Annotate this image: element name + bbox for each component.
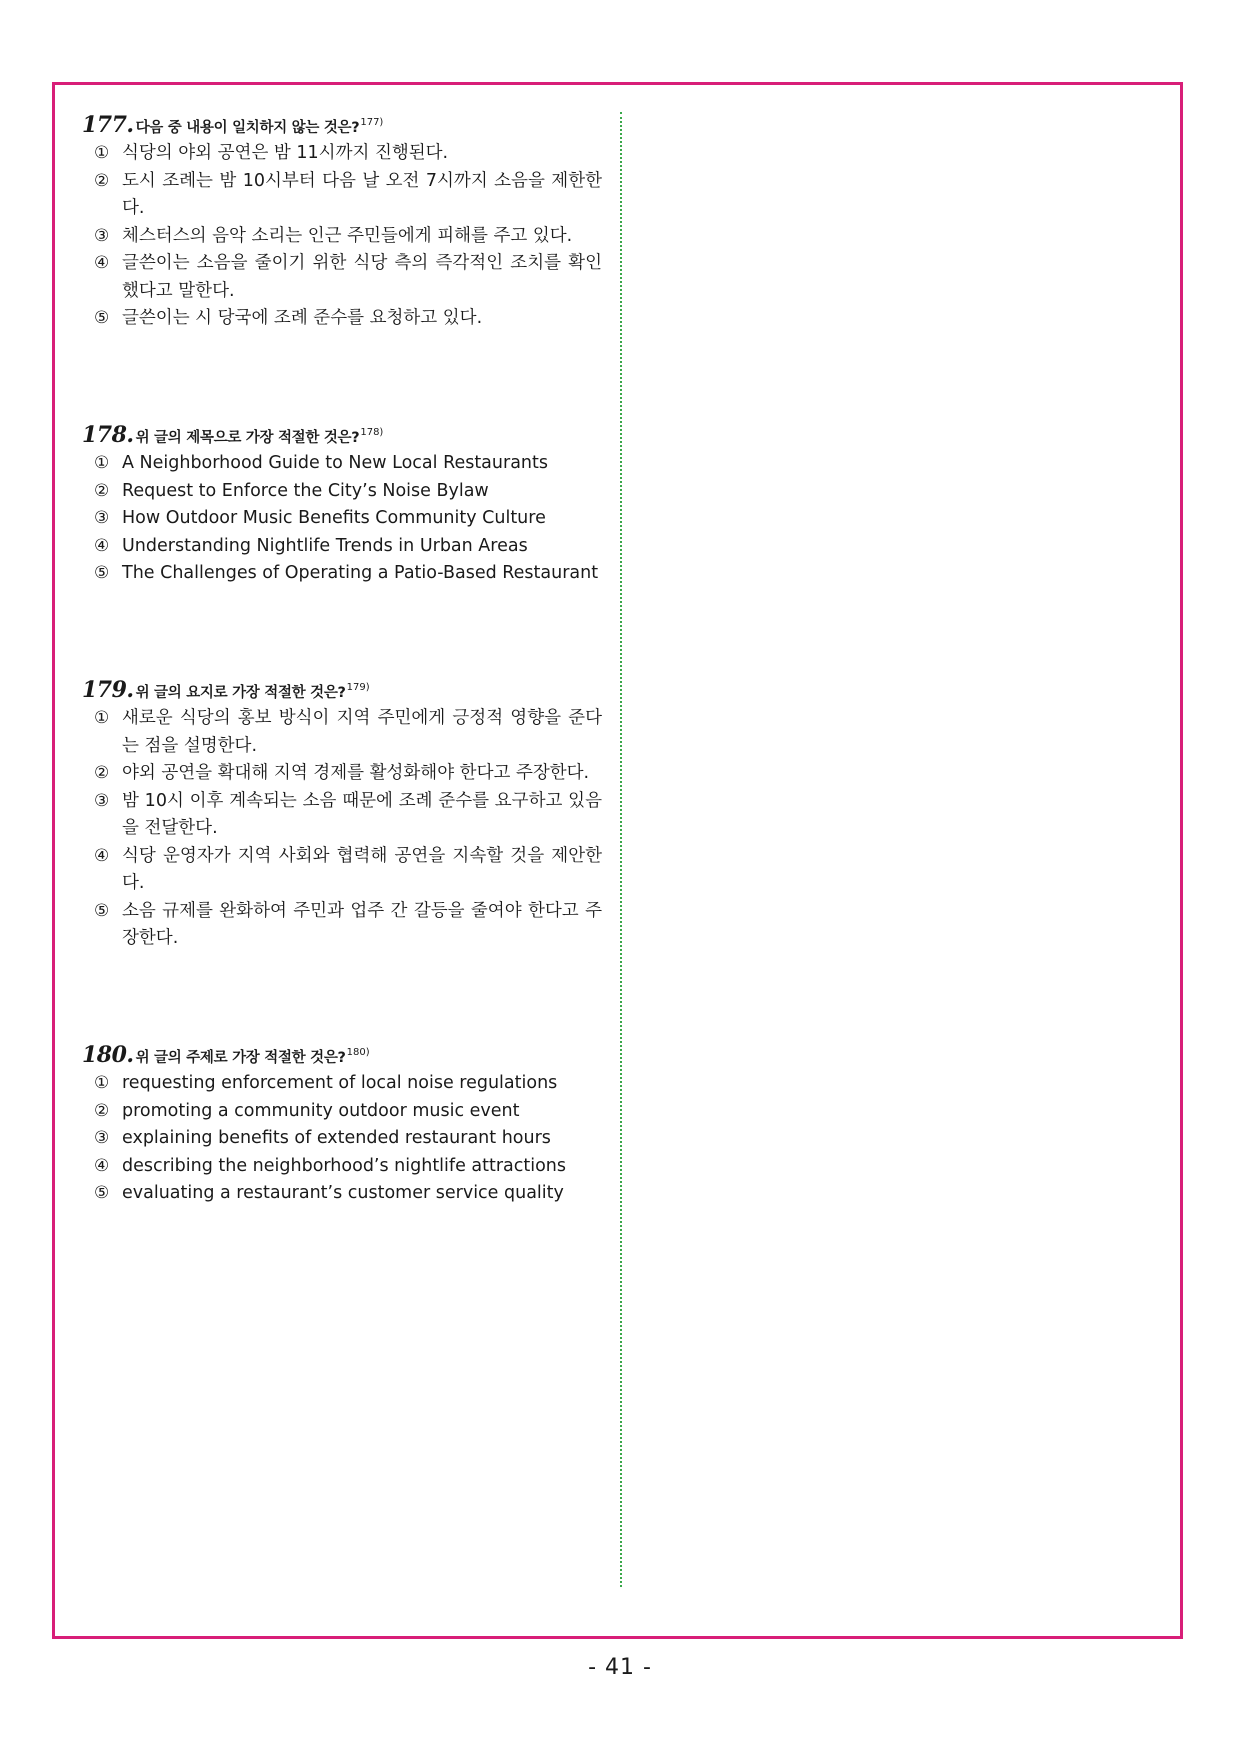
option-2[interactable] (82, 760, 604, 788)
option-text: How Outdoor Music Benefits Community Culture (122, 508, 546, 528)
option-3[interactable] (82, 1125, 604, 1153)
option-text: Understanding Nightlife Trends in Urban Areas (122, 535, 528, 556)
option-marker: ④ (94, 1155, 110, 1176)
option-5[interactable] (82, 1180, 604, 1208)
question-footnote-ref: 178) (360, 427, 384, 438)
option-marker: ① (94, 143, 110, 163)
option-4[interactable] (82, 250, 604, 305)
option-list (82, 1070, 604, 1208)
option-marker: ③ (94, 508, 110, 528)
question-178 (82, 422, 604, 588)
option-2[interactable] (82, 478, 604, 506)
option-text: 글쓴이는 소음을 줄이기 위한 식당 측의 즉각적인 조치를 확인했다고 말한다. (122, 253, 602, 301)
option-text: 글쓴이는 시 당국에 조례 준수를 요청하고 있다. (122, 308, 483, 328)
question-180 (82, 1042, 604, 1208)
option-marker: ④ (94, 845, 110, 866)
option-text: describing the neighborhood’s nightlife attractions (122, 1155, 567, 1176)
option-marker: ④ (94, 535, 110, 556)
option-5[interactable] (82, 560, 604, 588)
option-marker: ② (94, 480, 110, 501)
option-1[interactable] (82, 450, 604, 478)
option-2[interactable] (82, 1098, 604, 1126)
option-marker: ④ (94, 253, 110, 273)
question-prompt: 다음 중 내용이 일치하지 않는 것은? (135, 120, 360, 136)
option-4[interactable] (82, 843, 604, 898)
option-3[interactable] (82, 223, 604, 251)
option-text: 식당 운영자가 지역 사회와 협력해 공연을 지속할 것을 제안한다. (122, 845, 602, 893)
option-1[interactable] (82, 705, 604, 760)
option-5[interactable] (82, 898, 604, 953)
option-text: 체스터스의 음악 소리는 인근 주민들에게 피해를 주고 있다. (122, 225, 573, 246)
option-text: explaining benefits of extended restaurant hours (122, 1128, 551, 1148)
question-footnote-ref: 177) (360, 117, 384, 128)
option-marker: ⑤ (94, 1183, 110, 1203)
page-number: - 41 - (588, 1655, 652, 1680)
option-marker: ① (94, 708, 110, 728)
option-marker: ① (94, 453, 110, 473)
option-marker: ② (94, 170, 110, 191)
option-text: promoting a community outdoor music event (122, 1100, 520, 1121)
option-1[interactable] (82, 1070, 604, 1098)
option-marker: ③ (94, 1128, 110, 1148)
question-prompt: 위 글의 주제로 가장 적절한 것은? (135, 1050, 346, 1066)
question-header (82, 422, 604, 446)
option-marker: ① (94, 1073, 110, 1093)
option-marker: ③ (94, 225, 110, 246)
question-179 (82, 677, 604, 953)
option-marker: ② (94, 763, 110, 783)
question-number: 180. (82, 1042, 134, 1068)
option-text: 야외 공연을 확대해 지역 경제를 활성화해야 한다고 주장한다. (122, 763, 590, 783)
question-177 (82, 112, 604, 333)
option-4[interactable] (82, 1153, 604, 1181)
option-text: Request to Enforce the City’s Noise Bylaw (122, 480, 489, 501)
option-list (82, 705, 604, 953)
option-marker: ③ (94, 790, 110, 811)
option-text: The Challenges of Operating a Patio-Based Restaurant (122, 563, 599, 583)
option-text: 새로운 식당의 홍보 방식이 지역 주민에게 긍정적 영향을 준다는 점을 설명한다. (122, 708, 602, 756)
question-number: 179. (82, 677, 134, 703)
question-footnote-ref: 179) (346, 682, 370, 693)
option-5[interactable] (82, 305, 604, 333)
column-divider (620, 112, 622, 1587)
question-number: 177. (82, 112, 134, 138)
question-prompt: 위 글의 요지로 가장 적절한 것은? (135, 685, 346, 701)
question-number: 178. (82, 422, 134, 448)
option-text: 밤 10시 이후 계속되는 소음 때문에 조례 준수를 요구하고 있음을 전달한다. (122, 790, 602, 838)
option-marker: ⑤ (94, 563, 110, 583)
question-footnote-ref: 180) (346, 1047, 370, 1058)
option-text: 소음 규제를 완화하여 주민과 업주 간 갈등을 줄여야 한다고 주장한다. (122, 900, 602, 948)
option-list (82, 140, 604, 333)
option-text: 도시 조례는 밤 10시부터 다음 날 오전 7시까지 소음을 제한한다. (122, 170, 602, 218)
question-header (82, 112, 604, 136)
question-prompt: 위 글의 제목으로 가장 적절한 것은? (135, 430, 360, 446)
option-marker: ⑤ (94, 900, 110, 921)
option-4[interactable] (82, 533, 604, 561)
question-header (82, 1042, 604, 1066)
option-marker: ② (94, 1100, 110, 1121)
option-text: 식당의 야외 공연은 밤 11시까지 진행된다. (122, 143, 449, 163)
option-1[interactable] (82, 140, 604, 168)
option-marker: ⑤ (94, 308, 110, 328)
question-header (82, 677, 604, 701)
option-2[interactable] (82, 168, 604, 223)
option-text: evaluating a restaurant’s customer service quality (122, 1183, 564, 1203)
option-3[interactable] (82, 505, 604, 533)
option-list (82, 450, 604, 588)
option-text: A Neighborhood Guide to New Local Restaurants (122, 453, 548, 473)
option-text: requesting enforcement of local noise regulations (122, 1073, 558, 1093)
option-3[interactable] (82, 788, 604, 843)
